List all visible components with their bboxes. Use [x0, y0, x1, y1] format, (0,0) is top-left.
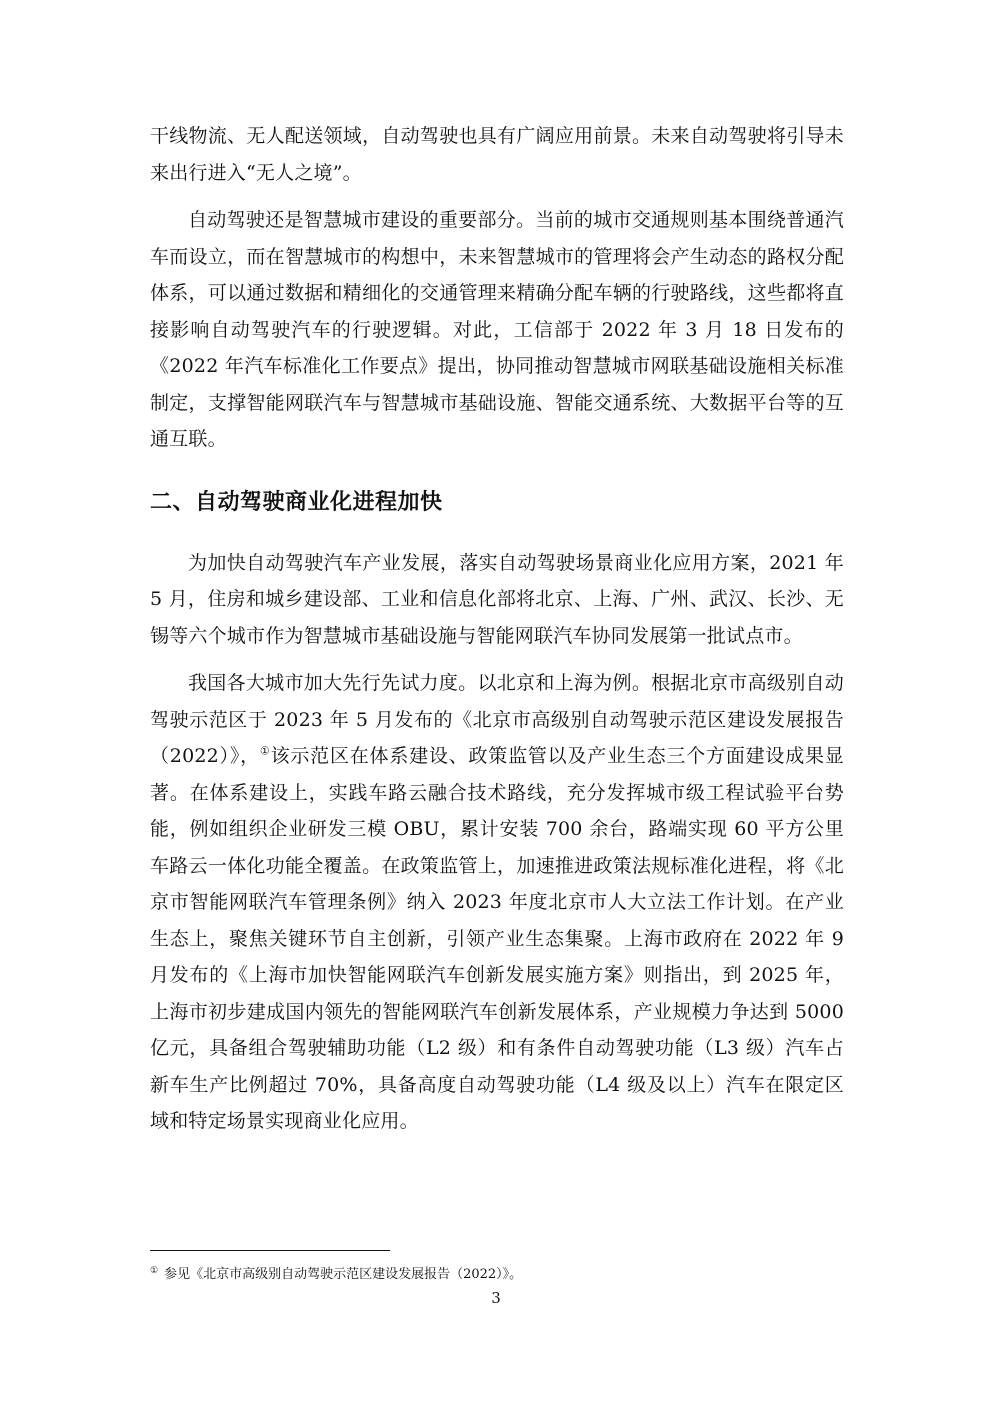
paragraph-smart-city: 自动驾驶还是智慧城市建设的重要部分。当前的城市交通规则基本围绕普通汽车而设立，而在智慧城市的构想中，未来智慧城市的管理将会产生动态的路权分配体系，可以通过数据和精细化的交通管理来精确分配车辆的行驶路线，这些都将直接影响自动驾驶汽车的行驶逻辑。对此，工信部于 2022 年 3 月 18 日发布的《2022 年汽车标准化工作要点》提出，协同推动智慧城市网联基础设施相关标准制定，支撑智能网联汽车与智慧城市基础设施、智能交通系统、大数据平台等的互通互联。 [150, 209, 844, 450]
section-heading: 二、自动驾驶商业化进程加快 [150, 489, 443, 515]
footnote-text: 参见《北京市高级别自动驾驶示范区建设发展报告（2022）》。 [164, 1267, 523, 1282]
paragraph-beijing-shanghai [150, 665, 844, 1140]
paragraph-text-before-footnote: 我国各大城市加大先行先试力度。以北京和上海为例。根据北京市高级别自动驾驶示范区于 2023 年 5 月发布的《北京市高级别自动驾驶示范区建设发展报告（2022）》， [150, 672, 844, 767]
paragraph-pilot-cities: 为加快自动驾驶汽车产业发展，落实自动驾驶场景商业化应用方案，2021 年 5 月，住房和城乡建设部、工业和信息化部将北京、上海、广州、武汉、长沙、无锡等六个城市作为智慧城市基础设施与智能网联汽车协同发展第一批试点市。 [150, 551, 844, 647]
paragraph-text-after-footnote: 该示范区在体系建设、政策监管以及产业生态三个方面建设成果显著。在体系建设上，实践车路云融合技术路线，充分发挥城市级工程试验平台势能，例如组织企业研发三模 OBU，累计安装 700 余台，路端实现 60 平方公里车路云一体化功能全覆盖。在政策监管上，加速推进政策法规标准化进程，将《北京市智能网联汽车管理条例》纳入 2023 年度北京市人大立法工作计划。在产业生态上，聚焦关键环节自主创新，引领产业生态集聚。上海市政府在 2022 年 9 月发布的《上海市加快智能网联汽车创新发展实施方案》则指出，到 2025 年，上海市初步建成国内领先的智能网联汽车创新发展体系，产业规模力争达到 5000 亿元，具备组合驾驶辅助功能（L2 级）和有条件自动驾驶功能（L3 级）汽车占新车生产比例超过 70%，具备高度自动驾驶功能（L4 级及以上）汽车在限定区域和特定场景实现商业化应用。 [150, 745, 844, 1132]
footnote-divider [150, 1250, 390, 1251]
paragraph-continued: 干线物流、无人配送领域，自动驾驶也具有广阔应用前景。未来自动驾驶将引导未来出行进入“无人之境”。 [150, 125, 844, 184]
footnote-reference[interactable]: ① [259, 744, 271, 758]
footnote-mark: ① [150, 1265, 159, 1276]
footnote [150, 1266, 850, 1284]
page-number: 3 [491, 1289, 501, 1307]
page-body [150, 118, 844, 1151]
